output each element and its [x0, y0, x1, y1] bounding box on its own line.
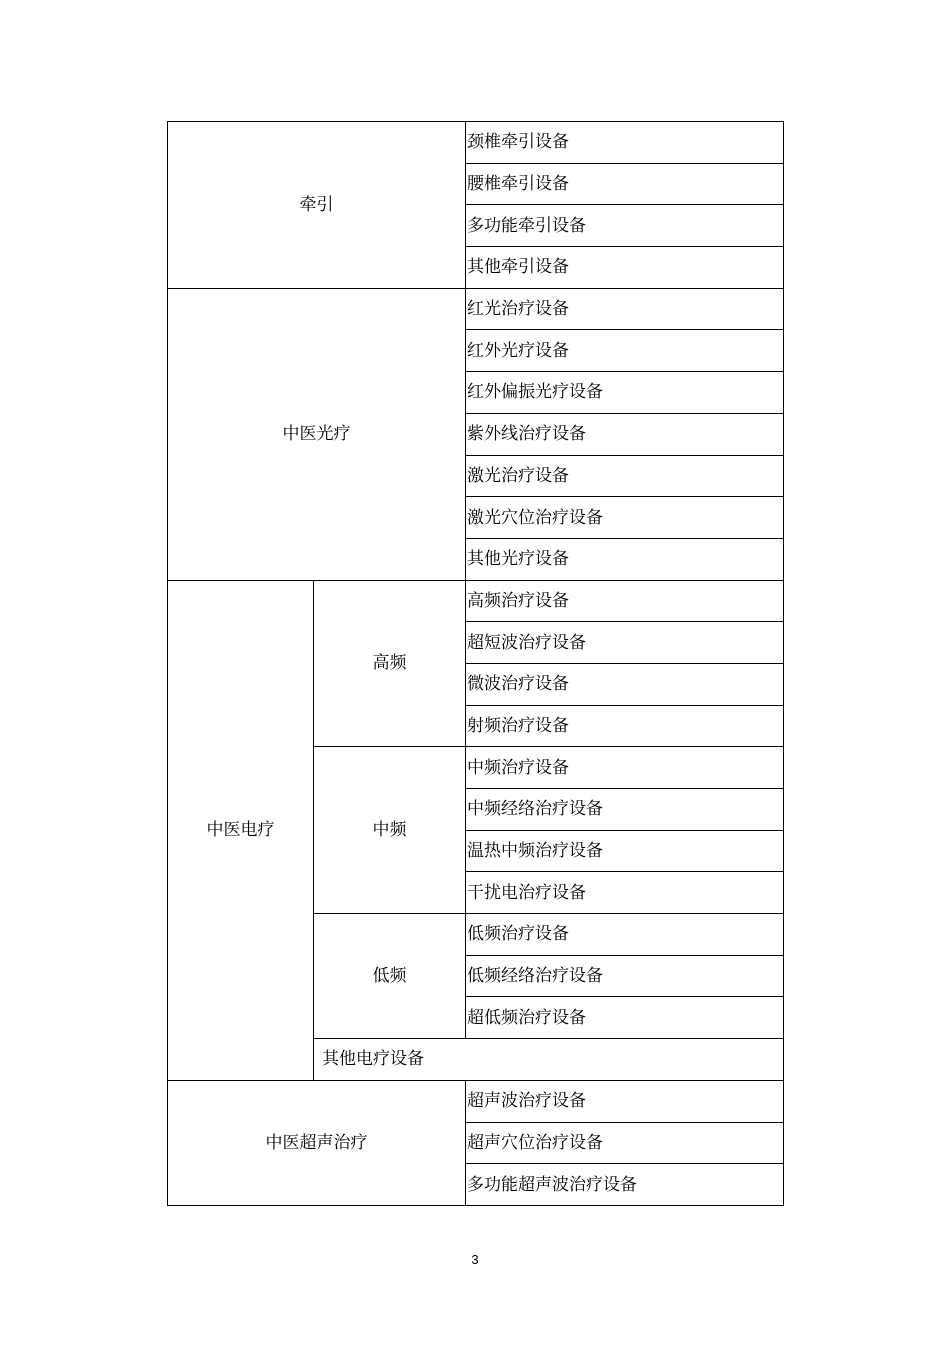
item-cell: 低频治疗设备 [466, 914, 784, 956]
item-cell: 超低频治疗设备 [466, 997, 784, 1039]
item-cell: 激光治疗设备 [466, 455, 784, 497]
item-cell: 其他牵引设备 [466, 247, 784, 289]
subcategory-low-frequency: 低频 [314, 914, 466, 1039]
item-cell: 红外偏振光疗设备 [466, 372, 784, 414]
category-ultrasound: 中医超声治疗 [168, 1080, 466, 1205]
item-cell: 射频治疗设备 [466, 705, 784, 747]
item-cell: 红外光疗设备 [466, 330, 784, 372]
item-cell: 干扰电治疗设备 [466, 872, 784, 914]
item-cell: 红光治疗设备 [466, 288, 784, 330]
item-cell: 微波治疗设备 [466, 663, 784, 705]
equipment-table [167, 121, 784, 1206]
item-cell: 中频治疗设备 [466, 747, 784, 789]
item-cell-other-electrotherapy: 其他电疗设备 [314, 1039, 784, 1081]
item-cell: 超声波治疗设备 [466, 1080, 784, 1122]
category-traction: 牵引 [168, 122, 466, 289]
item-cell: 激光穴位治疗设备 [466, 497, 784, 539]
subcategory-mid-frequency: 中频 [314, 747, 466, 914]
table-row [168, 580, 784, 622]
item-cell: 高频治疗设备 [466, 580, 784, 622]
category-phototherapy: 中医光疗 [168, 288, 466, 580]
item-cell: 颈椎牵引设备 [466, 122, 784, 164]
item-cell: 紫外线治疗设备 [466, 413, 784, 455]
category-electrotherapy: 中医电疗 [168, 580, 314, 1080]
item-cell: 低频经络治疗设备 [466, 955, 784, 997]
subcategory-high-frequency: 高频 [314, 580, 466, 747]
table-row [168, 1080, 784, 1122]
item-cell: 超声穴位治疗设备 [466, 1122, 784, 1164]
item-cell: 其他光疗设备 [466, 538, 784, 580]
item-cell: 温热中频治疗设备 [466, 830, 784, 872]
table-row [168, 288, 784, 330]
item-cell: 中频经络治疗设备 [466, 789, 784, 831]
item-cell: 腰椎牵引设备 [466, 163, 784, 205]
item-cell: 超短波治疗设备 [466, 622, 784, 664]
table-row [168, 122, 784, 164]
item-cell: 多功能牵引设备 [466, 205, 784, 247]
item-cell: 多功能超声波治疗设备 [466, 1164, 784, 1206]
page-number: 3 [471, 1252, 479, 1267]
